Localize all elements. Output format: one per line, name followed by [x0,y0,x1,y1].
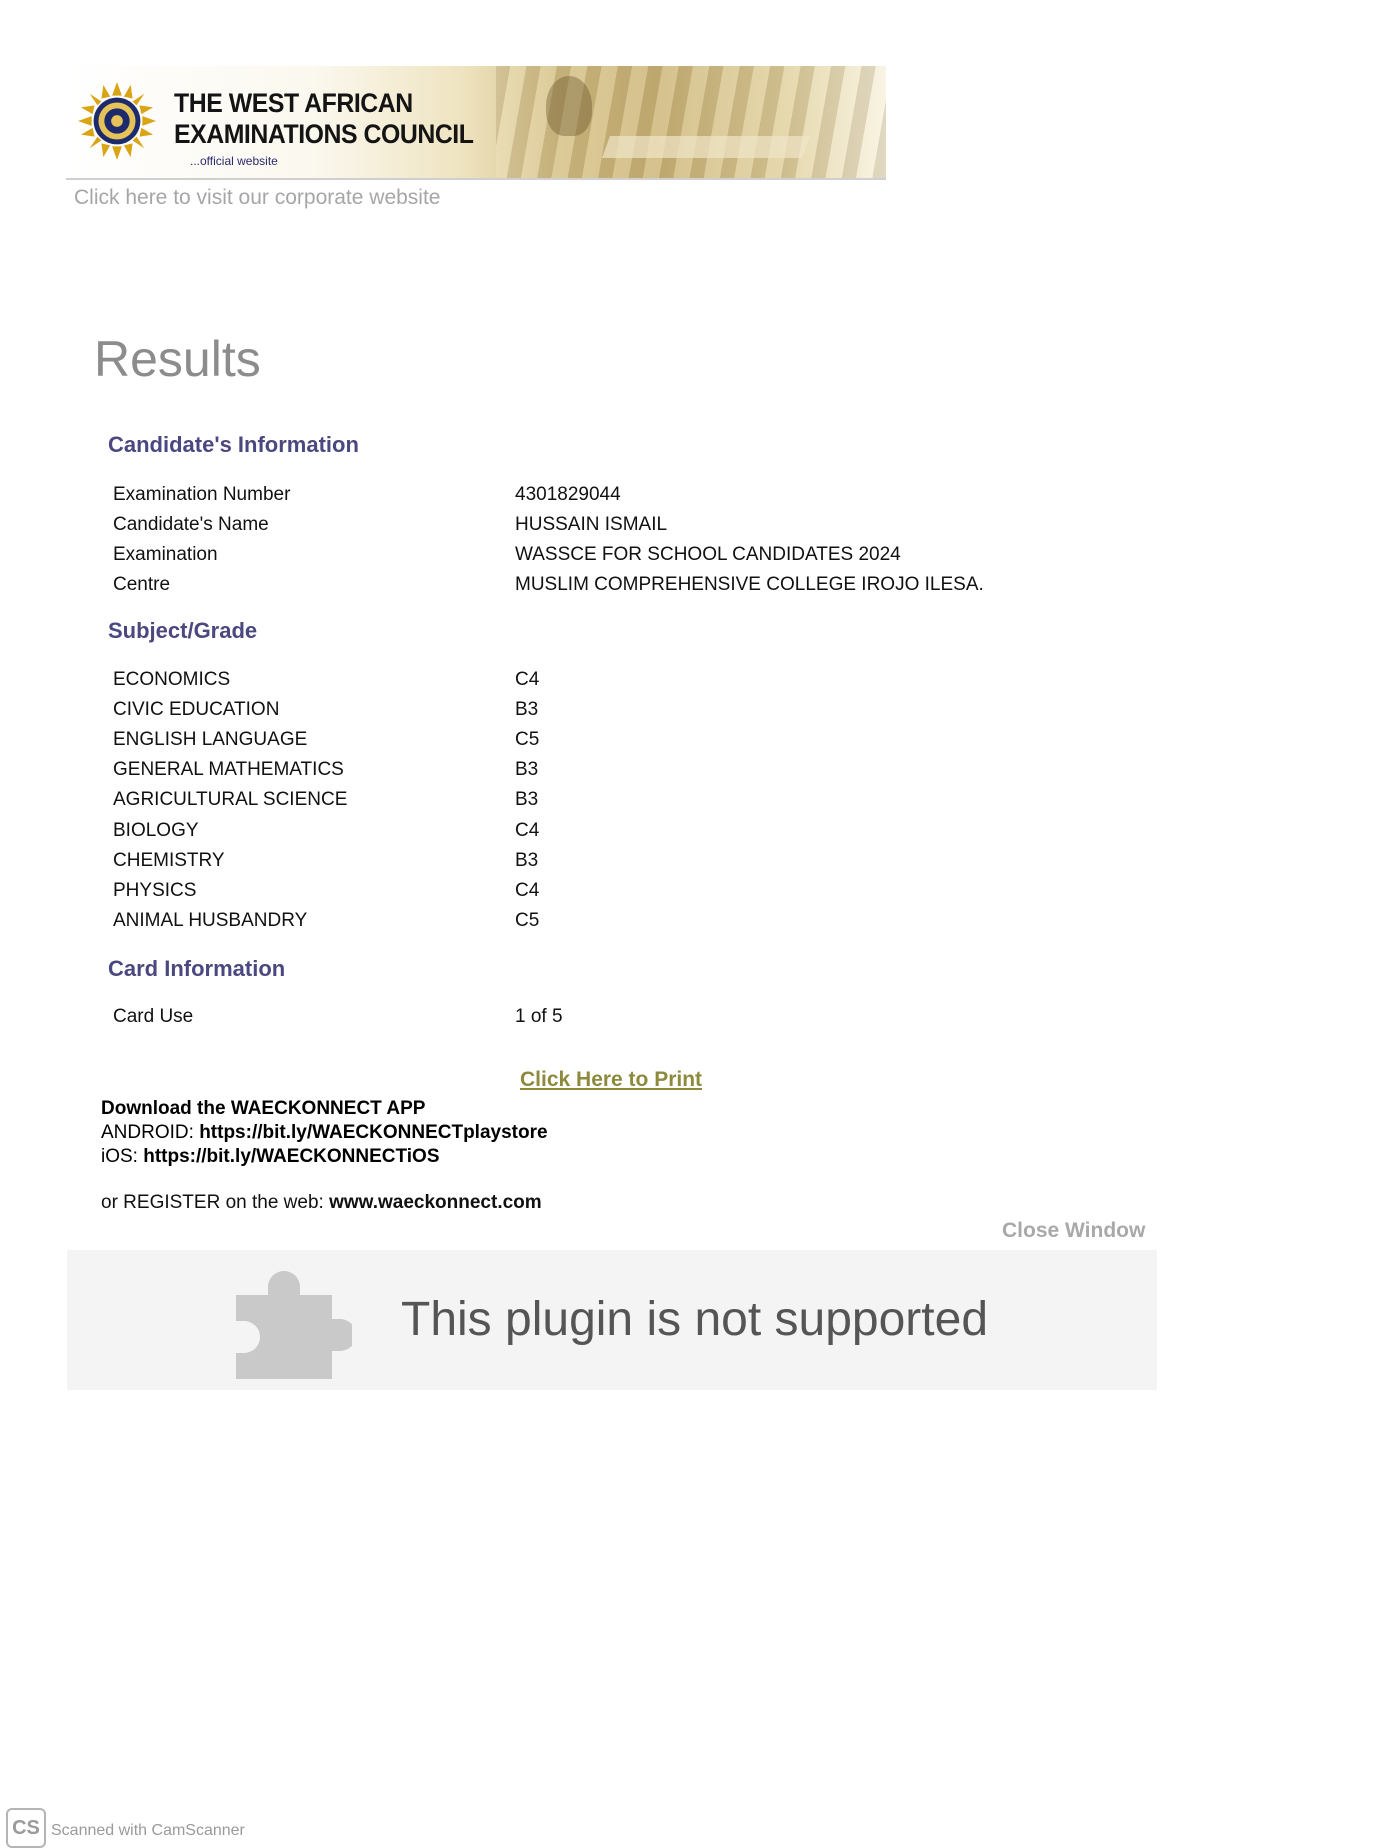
ios-label: iOS: [101,1146,144,1167]
subject-row [113,699,1013,727]
subject-row [113,880,1013,908]
subject-row [113,669,1013,697]
banner-title [174,88,473,150]
camscanner-logo-icon: CS [6,1808,46,1848]
android-label: ANDROID: [101,1122,200,1143]
card-use-value: 1 of 5 [515,1006,563,1027]
banner-title-line1: THE WEST AFRICAN [174,88,413,118]
subject-name: CHEMISTRY [113,850,225,871]
subject-row [113,729,1013,757]
subject-name: CIVIC EDUCATION [113,699,280,720]
subject-name: GENERAL MATHEMATICS [113,759,344,780]
card-info-heading: Card Information [108,956,286,981]
waec-banner[interactable] [66,66,886,180]
info-label: Examination Number [113,484,291,505]
subject-grade: B3 [515,759,539,780]
info-value: MUSLIM COMPREHENSIVE COLLEGE IROJO ILESA. [515,574,984,595]
page-title: Results [94,331,261,387]
card-info-row [113,1006,1013,1034]
camscanner-text: Scanned with CamScanner [51,1822,245,1839]
info-label: Examination [113,544,218,565]
candidate-info-row [113,544,1013,572]
subject-grade-heading: Subject/Grade [108,618,258,643]
app-download-info [101,1097,548,1169]
subject-name: ECONOMICS [113,669,231,690]
subject-row [113,820,1013,848]
plugin-placeholder [67,1250,1157,1390]
info-value: WASSCE FOR SCHOOL CANDIDATES 2024 [515,544,901,565]
subject-grade: C4 [515,669,540,690]
banner-subtitle: ...official website [190,154,278,168]
subject-name: BIOLOGY [113,820,199,841]
register-link[interactable]: www.waeckonnect.com [329,1192,542,1213]
subject-row [113,850,1013,878]
subject-grade: B3 [515,850,539,871]
waec-seal-icon [78,82,156,160]
corporate-website-link[interactable]: Click here to visit our corporate website [74,186,441,209]
candidate-info-row [113,574,1013,602]
subject-grade: B3 [515,789,539,810]
info-value: 4301829044 [515,484,621,505]
info-label: Candidate's Name [113,514,269,535]
plugin-message: This plugin is not supported [401,1293,989,1346]
classroom-desk [602,136,810,158]
subject-grade: C5 [515,910,540,931]
android-link[interactable]: https://bit.ly/WAECKONNECTplaystore [199,1122,548,1143]
subject-grade: B3 [515,699,539,720]
print-link[interactable]: Click Here to Print [520,1068,703,1091]
subject-row [113,910,1013,938]
app-download-title: Download the WAECKONNECT APP [101,1098,426,1119]
subject-row [113,789,1013,817]
banner-photo [496,66,886,178]
subject-name: AGRICULTURAL SCIENCE [113,789,348,810]
register-line [101,1192,542,1214]
ios-link[interactable]: https://bit.ly/WAECKONNECTiOS [143,1146,440,1167]
card-use-label: Card Use [113,1006,194,1027]
candidate-info-heading: Candidate's Information [108,432,359,457]
subject-grade: C5 [515,729,540,750]
register-label: or REGISTER on the web: [101,1192,330,1213]
close-window-link[interactable]: Close Window [1002,1219,1146,1242]
banner-title-line2: EXAMINATIONS COUNCIL [174,119,474,149]
subject-row [113,759,1013,787]
subject-name: ANIMAL HUSBANDRY [113,910,308,931]
subject-name: PHYSICS [113,880,197,901]
candidate-info-row [113,514,1013,542]
subject-name: ENGLISH LANGUAGE [113,729,308,750]
graduate-figure [546,76,592,136]
subject-grade: C4 [515,880,540,901]
info-value: HUSSAIN ISMAIL [515,514,668,535]
subject-grade: C4 [515,820,540,841]
info-label: Centre [113,574,171,595]
puzzle-piece-icon [224,1257,352,1385]
candidate-info-row [113,484,1013,512]
